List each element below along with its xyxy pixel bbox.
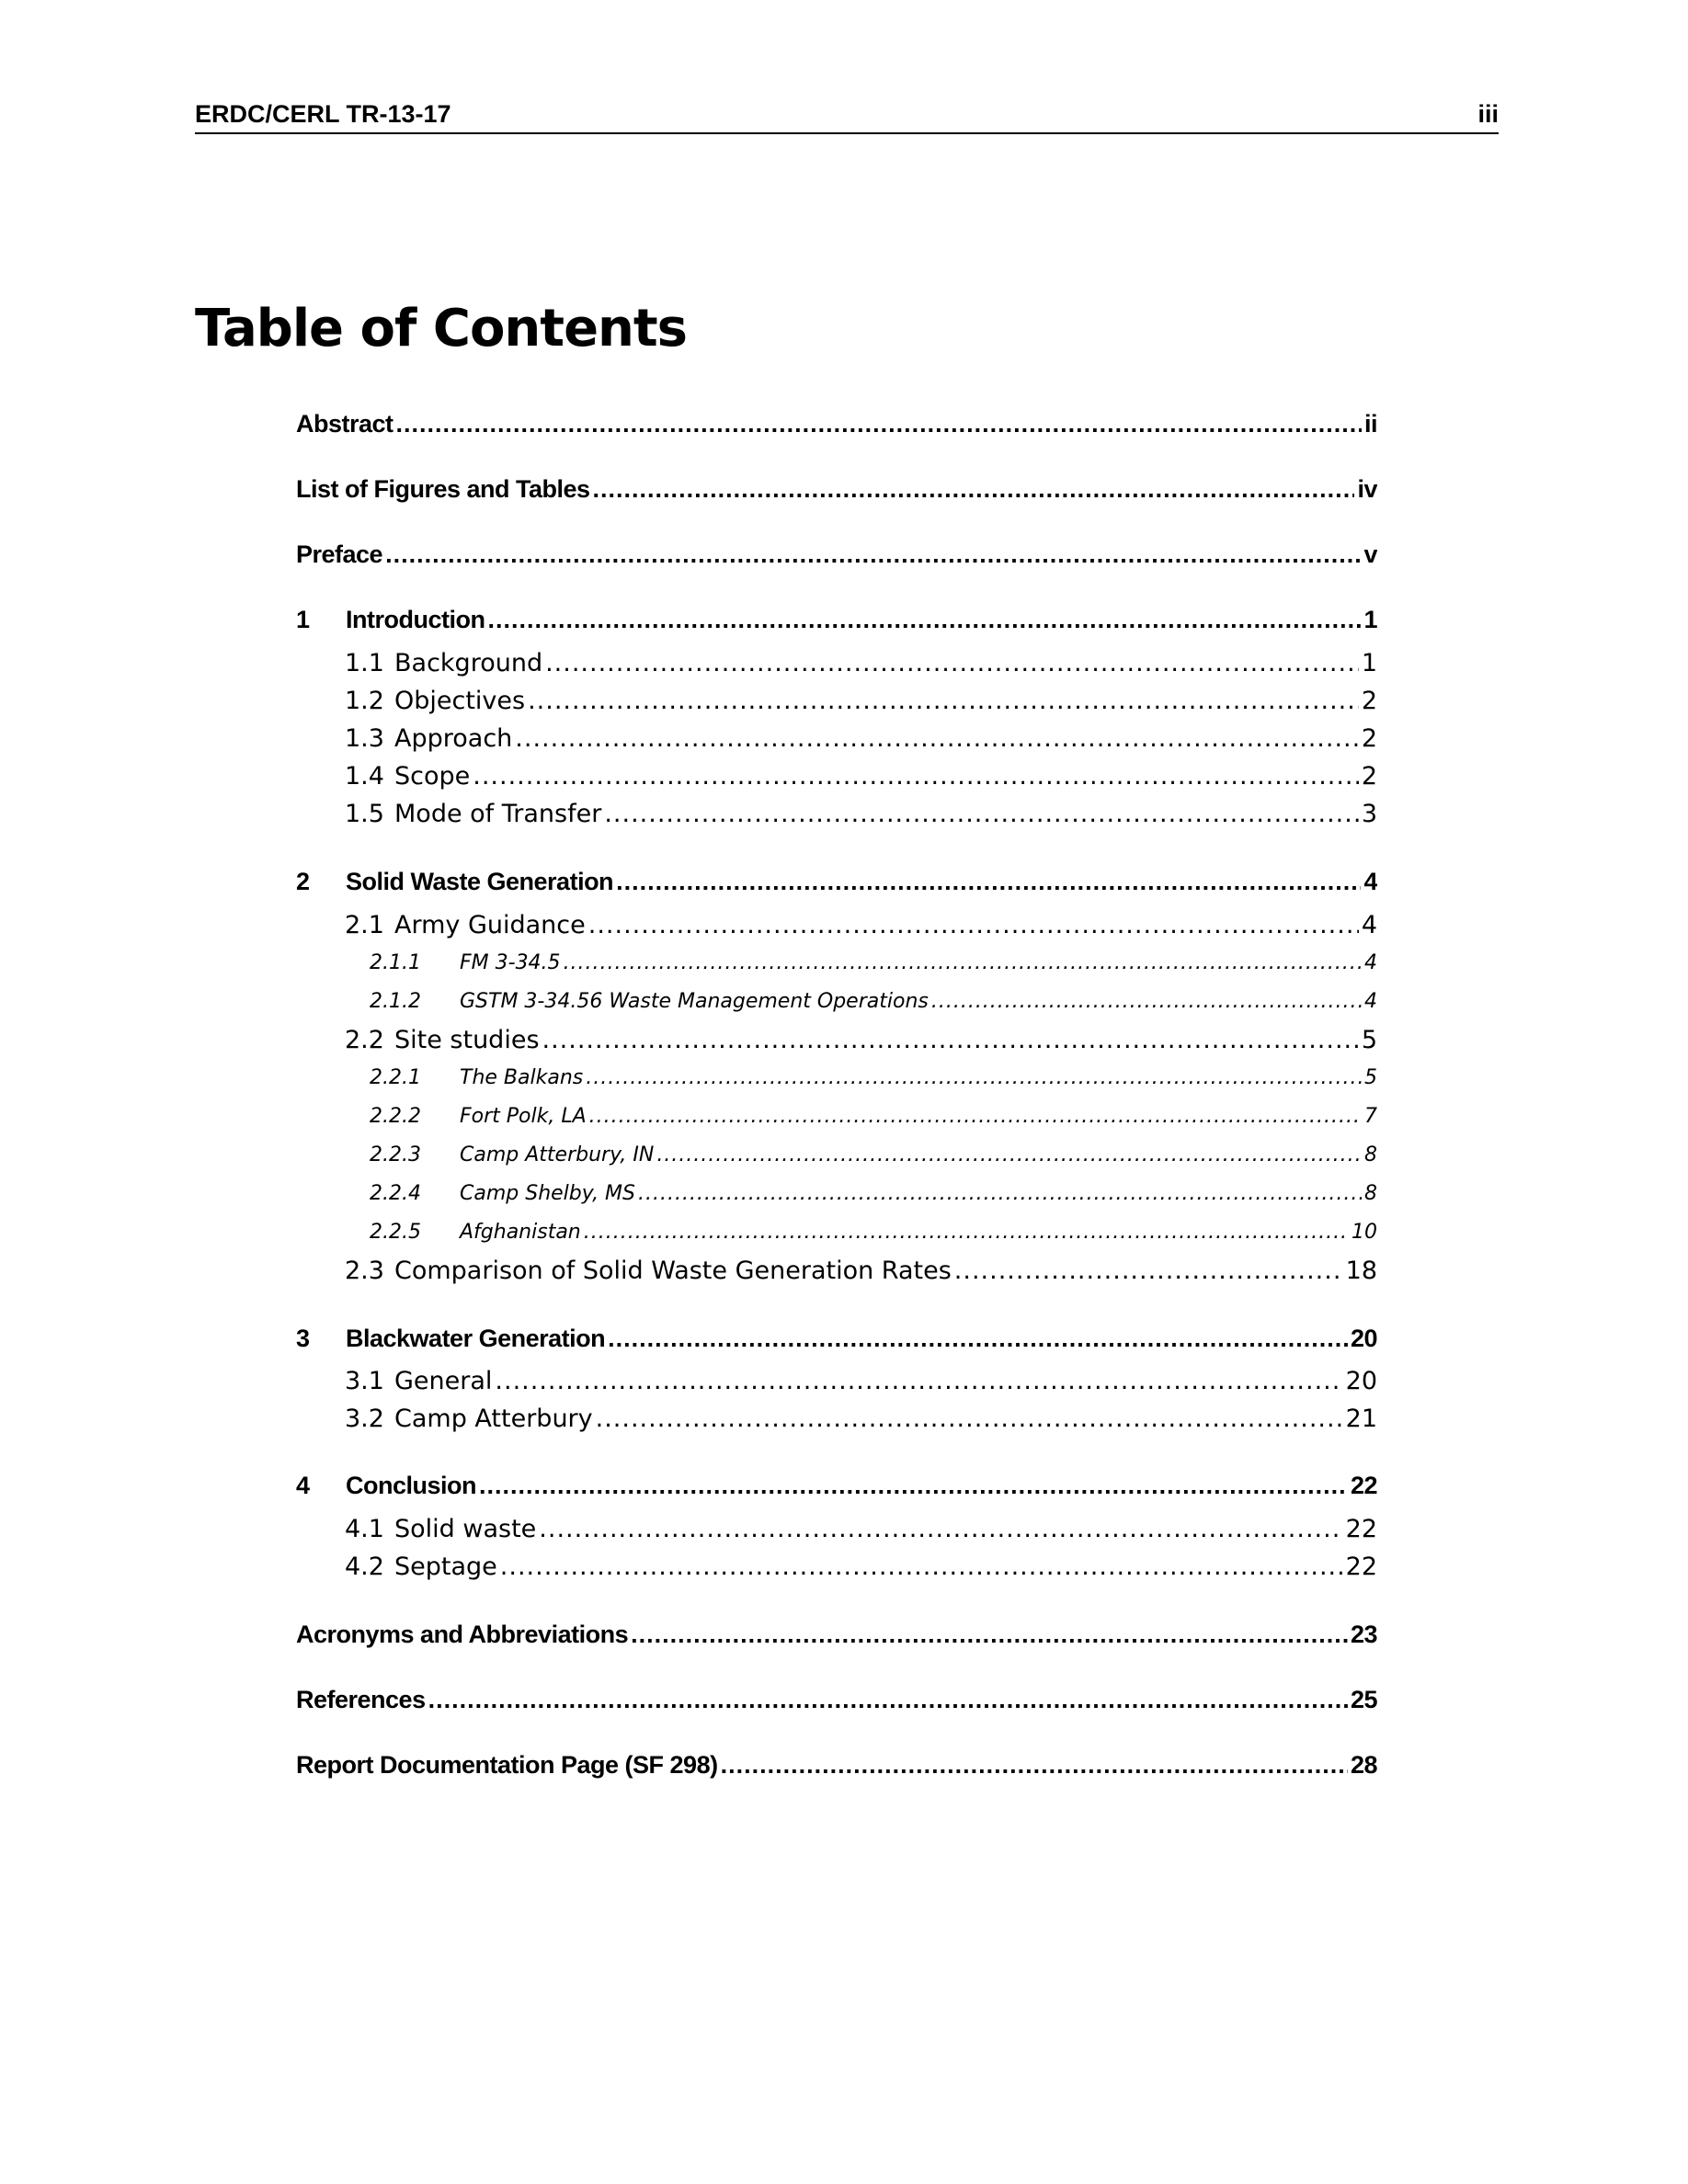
toc-entry-page: 4 bbox=[1364, 990, 1377, 1013]
toc-entry-page: 20 bbox=[1350, 1325, 1377, 1352]
dot-leader bbox=[428, 1686, 1348, 1714]
toc-entry-page: 4 bbox=[1364, 951, 1377, 974]
toc-entry-number: 2.2.3 bbox=[370, 1143, 421, 1166]
dot-leader bbox=[588, 911, 1359, 939]
toc-entry-section-3-2[interactable] bbox=[345, 1405, 1377, 1433]
toc-entry-title: Preface bbox=[296, 540, 383, 568]
toc-entry-preface[interactable] bbox=[296, 540, 1377, 569]
toc-entry-title: Comparison of Solid Waste Generation Rates bbox=[394, 1257, 952, 1285]
toc-entry-number: 3.1 bbox=[345, 1367, 384, 1395]
dot-leader bbox=[638, 1182, 1362, 1205]
dot-leader bbox=[608, 1325, 1348, 1353]
running-header bbox=[195, 96, 1499, 134]
toc-entry-title: Site studies bbox=[394, 1026, 540, 1054]
toc-entry-number: 1.1 bbox=[345, 649, 384, 677]
dot-leader bbox=[385, 540, 1361, 569]
toc-entry-section-1-4[interactable] bbox=[345, 762, 1377, 791]
dot-leader bbox=[616, 868, 1361, 896]
toc-entry-page: 4 bbox=[1363, 868, 1377, 895]
dot-leader bbox=[396, 410, 1362, 438]
toc-entry-abstract[interactable] bbox=[296, 410, 1377, 438]
toc-entry-number: 2.2.1 bbox=[370, 1066, 421, 1089]
toc-entry-section-2-2-5[interactable] bbox=[370, 1221, 1377, 1244]
toc-entry-number: 2.2.2 bbox=[370, 1105, 421, 1128]
toc-entry-section-4-2[interactable] bbox=[345, 1553, 1377, 1581]
toc-entry-number: 1.2 bbox=[345, 687, 384, 715]
toc-entry-title: Septage bbox=[394, 1553, 497, 1581]
toc-entry-section-2-2-3[interactable] bbox=[370, 1143, 1377, 1166]
toc-entry-page: 3 bbox=[1361, 800, 1377, 828]
toc-entry-section-3-1[interactable] bbox=[345, 1367, 1377, 1395]
toc-entry-title: General bbox=[394, 1367, 493, 1395]
dot-leader bbox=[589, 1105, 1362, 1128]
dot-leader bbox=[584, 1221, 1349, 1244]
dot-leader bbox=[954, 1257, 1343, 1285]
toc-entry-page: 1 bbox=[1361, 649, 1377, 677]
toc-entry-number: 3.2 bbox=[345, 1405, 384, 1433]
toc-entry-title: Report Documentation Page (SF 298) bbox=[296, 1751, 718, 1779]
toc-entry-page: 7 bbox=[1364, 1105, 1377, 1128]
page-title: Table of Contents bbox=[195, 299, 688, 358]
dot-leader bbox=[542, 1026, 1359, 1054]
toc-entry-page: 25 bbox=[1350, 1686, 1377, 1713]
toc-entry-chapter-3[interactable] bbox=[296, 1325, 1377, 1353]
toc-entry-title: Mode of Transfer bbox=[394, 800, 602, 828]
toc-entry-section-1-1[interactable] bbox=[345, 649, 1377, 677]
toc-entry-references[interactable] bbox=[296, 1686, 1377, 1714]
dot-leader bbox=[515, 724, 1359, 753]
toc-entry-title: Conclusion bbox=[346, 1472, 476, 1499]
toc-entry-page: 8 bbox=[1364, 1143, 1377, 1166]
toc-entry-section-2-1-1[interactable] bbox=[370, 951, 1377, 974]
dot-leader bbox=[539, 1515, 1342, 1543]
toc-entry-title: List of Figures and Tables bbox=[296, 475, 590, 503]
toc-entry-section-1-5[interactable] bbox=[345, 800, 1377, 828]
toc-entry-page: 23 bbox=[1350, 1621, 1377, 1648]
toc-entry-page: 18 bbox=[1345, 1257, 1377, 1285]
toc-entry-chapter-1[interactable] bbox=[296, 606, 1377, 634]
toc-entry-page: 4 bbox=[1361, 911, 1377, 939]
toc-entry-chapter-4[interactable] bbox=[296, 1472, 1377, 1500]
toc-entry-page: 1 bbox=[1363, 606, 1377, 633]
toc-entry-number: 4.1 bbox=[345, 1515, 384, 1543]
toc-entry-section-2-2-2[interactable] bbox=[370, 1105, 1377, 1128]
dot-leader bbox=[596, 1405, 1343, 1433]
toc-entry-number: 2.1.2 bbox=[370, 990, 421, 1013]
dot-leader bbox=[931, 990, 1362, 1013]
toc-entry-title: Approach bbox=[394, 724, 513, 753]
toc-entry-title: Abstract bbox=[296, 410, 393, 438]
toc-entry-page: iv bbox=[1357, 475, 1377, 503]
toc-entry-page: 10 bbox=[1352, 1221, 1377, 1244]
toc-entry-title: Camp Atterbury bbox=[394, 1405, 593, 1433]
toc-entry-page: 22 bbox=[1345, 1553, 1377, 1581]
toc-entry-page: 5 bbox=[1361, 1026, 1377, 1054]
toc-entry-page: 2 bbox=[1361, 687, 1377, 715]
dot-leader bbox=[528, 687, 1359, 715]
toc-entry-title: Blackwater Generation bbox=[346, 1325, 606, 1352]
toc-entry-title: Acronyms and Abbreviations bbox=[296, 1621, 629, 1648]
toc-entry-title: GSTM 3-34.56 Waste Management Operations bbox=[460, 990, 929, 1013]
toc-entry-section-2-2-1[interactable] bbox=[370, 1066, 1377, 1089]
toc-entry-number: 1.5 bbox=[345, 800, 384, 828]
dot-leader bbox=[495, 1367, 1342, 1395]
dot-leader bbox=[545, 649, 1359, 677]
toc-entry-number: 4 bbox=[296, 1472, 310, 1499]
toc-entry-report-documentation[interactable] bbox=[296, 1751, 1377, 1780]
toc-entry-number: 2.2.4 bbox=[370, 1182, 421, 1205]
toc-entry-title: FM 3-34.5 bbox=[460, 951, 561, 974]
toc-entry-page: 2 bbox=[1361, 762, 1377, 791]
report-id: ERDC/CERL TR-13-17 bbox=[195, 100, 451, 128]
toc-entry-section-1-3[interactable] bbox=[345, 724, 1377, 753]
toc-entry-title: Afghanistan bbox=[460, 1221, 581, 1244]
toc-entry-section-2-1-2[interactable] bbox=[370, 990, 1377, 1013]
toc-entry-number: 2.1.1 bbox=[370, 951, 421, 974]
toc-entry-list-of-figures[interactable] bbox=[296, 475, 1377, 504]
dot-leader bbox=[586, 1066, 1362, 1089]
toc-entry-number: 3 bbox=[296, 1325, 310, 1352]
dot-leader bbox=[604, 800, 1358, 828]
dot-leader bbox=[500, 1553, 1343, 1581]
toc-entry-number: 2.1 bbox=[345, 911, 384, 939]
toc-entry-page: 8 bbox=[1364, 1182, 1377, 1205]
dot-leader bbox=[631, 1621, 1348, 1649]
toc-entry-title: Camp Shelby, MS bbox=[460, 1182, 635, 1205]
toc-entry-title: Army Guidance bbox=[394, 911, 586, 939]
dot-leader bbox=[564, 951, 1362, 974]
dot-leader bbox=[593, 475, 1355, 504]
toc-entry-page: 5 bbox=[1364, 1066, 1377, 1089]
toc-entry-number: 2.2.5 bbox=[370, 1221, 421, 1244]
toc-entry-page: 2 bbox=[1361, 724, 1377, 753]
toc-entry-title: The Balkans bbox=[460, 1066, 584, 1089]
toc-entry-section-2-2[interactable] bbox=[345, 1026, 1377, 1054]
header-page-number: iii bbox=[1477, 100, 1499, 128]
toc-entry-section-2-2-4[interactable] bbox=[370, 1182, 1377, 1205]
toc-entry-page: 28 bbox=[1350, 1751, 1377, 1779]
dot-leader bbox=[656, 1143, 1362, 1166]
toc-entry-page: 21 bbox=[1345, 1405, 1377, 1433]
toc-entry-page: 22 bbox=[1345, 1515, 1377, 1543]
toc-entry-section-2-1[interactable] bbox=[345, 911, 1377, 939]
toc-entry-number: 2 bbox=[296, 868, 310, 895]
toc-entry-section-2-3[interactable] bbox=[345, 1257, 1377, 1285]
toc-entry-number: 1 bbox=[296, 606, 310, 633]
toc-entry-page: 20 bbox=[1345, 1367, 1377, 1395]
toc-entry-section-4-1[interactable] bbox=[345, 1515, 1377, 1543]
toc-entry-number: 4.2 bbox=[345, 1553, 384, 1581]
toc-entry-title: Fort Polk, LA bbox=[460, 1105, 587, 1128]
toc-entry-title: References bbox=[296, 1686, 426, 1713]
dot-leader bbox=[721, 1751, 1348, 1780]
toc-entry-title: Objectives bbox=[394, 687, 526, 715]
toc-entry-chapter-2[interactable] bbox=[296, 868, 1377, 896]
toc-entry-section-1-2[interactable] bbox=[345, 687, 1377, 715]
toc-entry-title: Background bbox=[394, 649, 543, 677]
toc-entry-acronyms[interactable] bbox=[296, 1621, 1377, 1649]
toc-entry-title: Solid Waste Generation bbox=[346, 868, 614, 895]
toc-entry-number: 1.4 bbox=[345, 762, 384, 791]
dot-leader bbox=[487, 606, 1361, 634]
dot-leader bbox=[479, 1472, 1348, 1500]
toc-entry-page: ii bbox=[1363, 410, 1377, 438]
toc-entry-title: Scope bbox=[394, 762, 471, 791]
toc-entry-number: 1.3 bbox=[345, 724, 384, 753]
toc-entry-title: Solid waste bbox=[394, 1515, 537, 1543]
dot-leader bbox=[473, 762, 1359, 791]
toc-entry-title: Introduction bbox=[346, 606, 485, 633]
toc-entry-page: v bbox=[1363, 540, 1377, 568]
toc-entry-title: Camp Atterbury, IN bbox=[460, 1143, 655, 1166]
toc-entry-number: 2.3 bbox=[345, 1257, 384, 1285]
toc-entry-number: 2.2 bbox=[345, 1026, 384, 1054]
toc-entry-page: 22 bbox=[1350, 1472, 1377, 1499]
